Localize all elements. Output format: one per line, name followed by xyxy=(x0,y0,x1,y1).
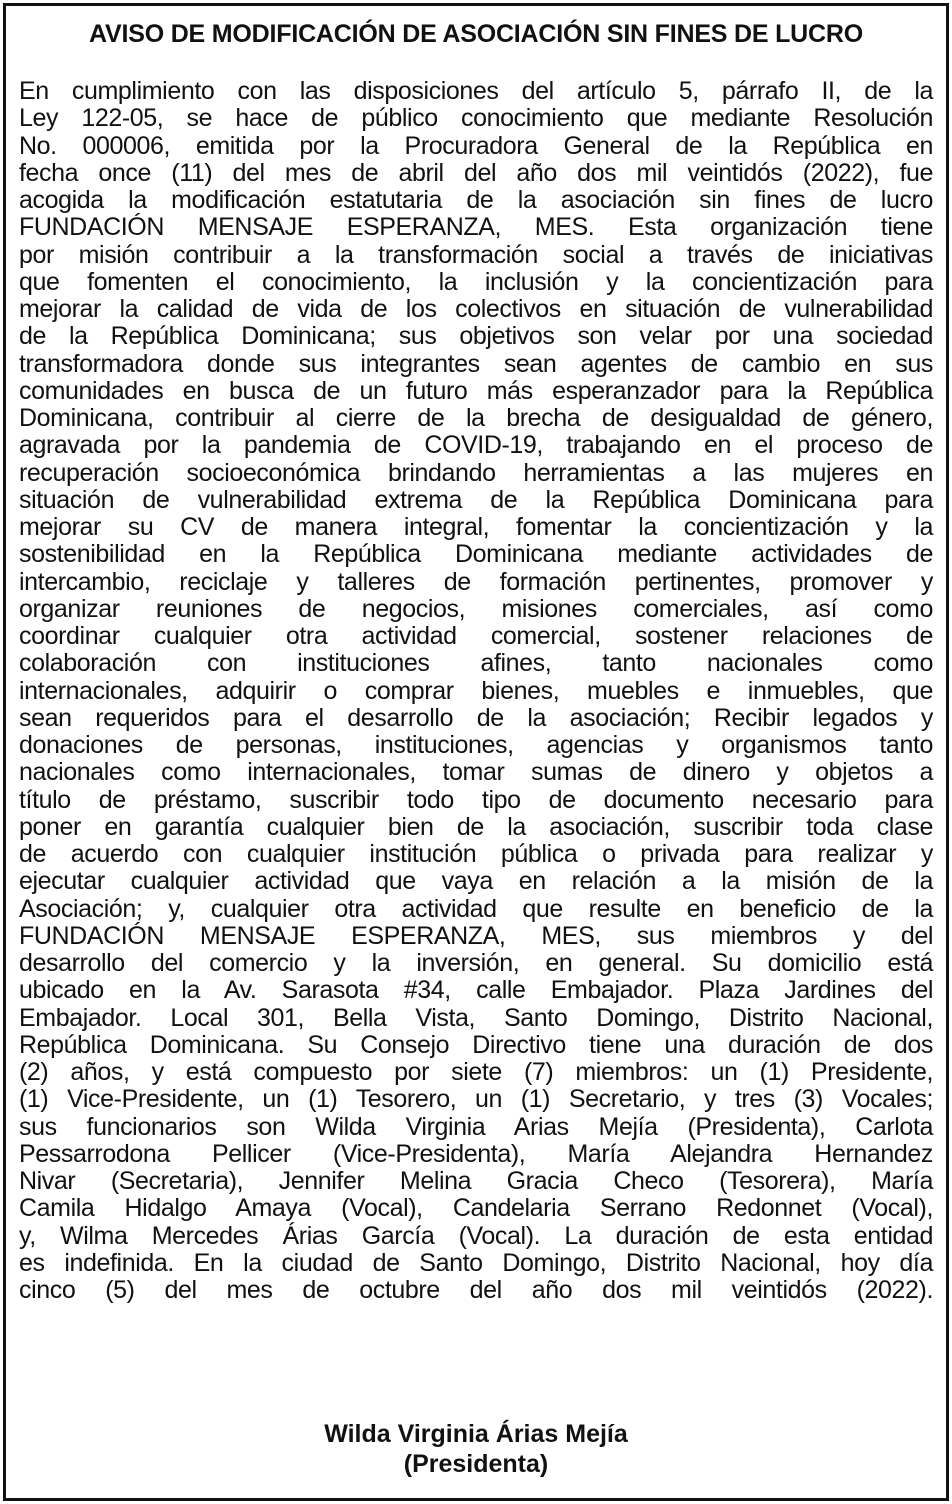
body-line: República Dominicana. Su Consejo Directivo tiene una duración de dos xyxy=(19,1030,933,1059)
body-line: (2) años, y está compuesto por siete (7) miembros: un (1) Presidente, xyxy=(19,1058,933,1086)
body-line: donaciones de personas, instituciones, agencias y organismos tanto xyxy=(19,731,933,759)
body-line: Asociación; y, cualquier otra actividad que resulte en beneficio de la xyxy=(19,894,933,923)
body-line: de la República Dominicana; sus objetivos son velar por una sociedad xyxy=(19,322,933,351)
body-line: Pessarrodona Pellicer (Vice-Presidenta), María Alejandra Hernandez xyxy=(19,1139,933,1168)
body-line: No. 000006, emitida por la Procuradora General de la República en xyxy=(19,131,933,160)
body-line: Ley 122-05, se hace de público conocimiento que mediante Resolución xyxy=(19,104,933,133)
body-line: desarrollo del comercio y la inversión, en general. Su domicilio está xyxy=(19,949,933,977)
body-line: acogida la modificación estatutaria de la asociación sin fines de lucro xyxy=(19,186,933,214)
body-line: mejorar la calidad de vida de los colectivos en situación de vulnerabilidad xyxy=(19,295,933,323)
body-line: ubicado en la Av. Sarasota #34, calle Embajador. Plaza Jardines del xyxy=(19,976,933,1005)
signature-name: Wilda Virginia Árias Mejía xyxy=(324,1420,628,1448)
body-line: recuperación socioeconómica brindando herramientas a las mujeres en xyxy=(19,458,933,487)
body-line: situación de vulnerabilidad extrema de la República Dominicana para xyxy=(19,485,933,514)
body-line: En cumplimiento con las disposiciones del artículo 5, párrafo II, de la xyxy=(19,77,933,105)
notice-title: AVISO DE MODIFICACIÓN DE ASOCIACIÓN SIN FINES DE LUCRO xyxy=(89,20,863,48)
body-line: de acuerdo con cualquier institución pública o privada para realizar y xyxy=(19,840,933,868)
body-line: y, Wilma Mercedes Árias García (Vocal). La duración de esta entidad xyxy=(19,1221,933,1250)
body-line: intercambio, reciclaje y talleres de formación pertinentes, promover y xyxy=(19,567,933,596)
body-line: coordinar cualquier otra actividad comercial, sostener relaciones de xyxy=(19,622,933,650)
body-line: ejecutar cualquier actividad que vaya en relación a la misión de la xyxy=(19,867,933,896)
body-line: (1) Vice-Presidente, un (1) Tesorero, un (1) Secretario, y tres (3) Vocales; xyxy=(19,1085,933,1114)
signature-role: (Presidenta) xyxy=(403,1450,549,1478)
body-line: Nivar (Secretaria), Jennifer Melina Gracia Checo (Tesorera), María xyxy=(19,1167,933,1195)
body-line: organizar reuniones de negocios, misiones comerciales, así como xyxy=(19,594,933,623)
body-line: fecha once (11) del mes de abril del año dos mil veintidós (2022), fue xyxy=(19,158,933,187)
body-line: Embajador. Local 301, Bella Vista, Santo Domingo, Distrito Nacional, xyxy=(19,1003,933,1032)
body-line: Camila Hidalgo Amaya (Vocal), Candelaria Serrano Redonnet (Vocal), xyxy=(19,1194,933,1223)
body-line: sean requeridos para el desarrollo de la asociación; Recibir legados y xyxy=(19,703,933,732)
body-line: que fomenten el conocimiento, la inclusión y la concientización para xyxy=(19,267,933,296)
notice-body xyxy=(19,78,933,1304)
body-line: es indefinida. En la ciudad de Santo Domingo, Distrito Nacional, hoy día xyxy=(19,1248,933,1277)
body-line: transformadora donde sus integrantes sean agentes de cambio en sus xyxy=(19,349,933,378)
body-line: por misión contribuir a la transformación social a través de iniciativas xyxy=(19,240,933,269)
body-line: nacionales como internacionales, tomar sumas de dinero y objetos a xyxy=(19,758,933,787)
body-line: FUNDACIÓN MENSAJE ESPERANZA, MES. Esta organización tiene xyxy=(19,213,933,242)
body-line: comunidades en busca de un futuro más esperanzador para la República xyxy=(19,376,933,405)
body-line: internacionales, adquirir o comprar bienes, muebles e inmuebles, que xyxy=(19,676,933,705)
body-line: Dominicana, contribuir al cierre de la brecha de desigualdad de género, xyxy=(19,404,933,432)
body-line: sus funcionarios son Wilda Virginia Arias Mejía (Presidenta), Carlota xyxy=(19,1112,933,1141)
body-line: mejorar su CV de manera integral, fomentar la concientización y la xyxy=(19,513,933,541)
body-line: colaboración con instituciones afines, tanto nacionales como xyxy=(19,649,933,678)
body-line: cinco (5) del mes de octubre del año dos mil veintidós (2022). xyxy=(19,1276,933,1304)
body-line: FUNDACIÓN MENSAJE ESPERANZA, MES, sus miembros y del xyxy=(19,921,933,950)
body-line: poner en garantía cualquier bien de la asociación, suscribir toda clase xyxy=(19,812,933,841)
body-line: agravada por la pandemia de COVID-19, trabajando en el proceso de xyxy=(19,431,933,460)
body-line: sostenibilidad en la República Dominicana mediante actividades de xyxy=(19,540,933,569)
body-line: título de préstamo, suscribir todo tipo de documento necesario para xyxy=(19,785,933,814)
